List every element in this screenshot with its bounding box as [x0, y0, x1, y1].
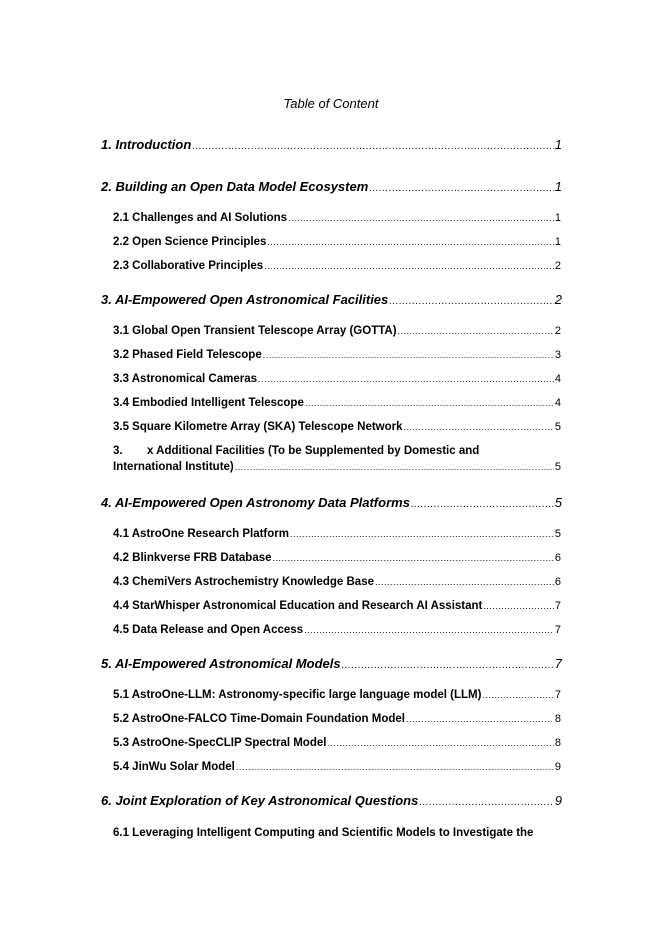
toc-entry-4-5[interactable]: [113, 624, 561, 636]
toc-entry-2-2[interactable]: [113, 236, 561, 248]
toc-entry-label: 2.3 Collaborative Principles: [113, 260, 264, 272]
toc-entry-5-4[interactable]: [113, 761, 561, 773]
toc-page-number: 5: [554, 421, 561, 433]
toc-entry-3-2[interactable]: [113, 349, 561, 361]
dot-leader: [258, 374, 554, 384]
dot-leader: [342, 660, 554, 671]
toc-entry-label: 4. AI-Empowered Open Astronomy Data Platforms: [101, 495, 410, 510]
toc-entry-line2: [113, 461, 561, 473]
toc-entry-label: 5.4 JinWu Solar Model: [113, 761, 235, 773]
dot-leader: [411, 499, 554, 510]
toc-entry-label: 5.2 AstroOne-FALCO Time-Domain Foundation Model: [113, 713, 405, 725]
toc-page-number: 4: [554, 397, 561, 409]
dot-leader: [419, 797, 553, 808]
toc-page-number: 7: [554, 624, 561, 636]
toc-page-number: 6: [554, 576, 561, 588]
toc-entry-4-2[interactable]: [113, 552, 561, 564]
toc-page-number: 1: [554, 212, 561, 224]
toc-page-number: 9: [554, 793, 562, 808]
toc-entry-label: 5. AI-Empowered Astronomical Models: [101, 656, 341, 671]
toc-page-number: 5: [554, 495, 562, 510]
toc-entry-3-x[interactable]: [113, 445, 561, 473]
toc-entry-1[interactable]: [101, 137, 562, 152]
dot-leader: [327, 738, 553, 748]
toc-entry-label-cont: International Institute): [113, 461, 234, 473]
toc-entry-3-5[interactable]: [113, 421, 561, 433]
dot-leader: [264, 261, 554, 271]
toc-entry-label: 4.1 AstroOne Research Platform: [113, 528, 289, 540]
toc-entry-2[interactable]: [101, 179, 562, 194]
toc-entry-label: 4.2 Blinkverse FRB Database: [113, 552, 272, 564]
dot-leader: [273, 553, 554, 563]
toc-entry-4-1[interactable]: [113, 528, 561, 540]
toc-entry-4-4[interactable]: [113, 600, 561, 612]
toc-entry-4-3[interactable]: [113, 576, 561, 588]
toc-page-number: 3: [554, 349, 561, 361]
toc-page-number: 7: [554, 600, 561, 612]
toc-entry-6[interactable]: [101, 793, 562, 808]
toc-page-number: 7: [554, 689, 561, 701]
toc-page-number: 4: [554, 373, 561, 385]
toc-entry-3-4[interactable]: [113, 397, 561, 409]
dot-leader: [236, 762, 554, 772]
toc-entry-label: 3.5 Square Kilometre Array (SKA) Telescope Network: [113, 421, 403, 433]
toc-entry-label: 5.1 AstroOne-LLM: Astronomy-specific large language model (LLM): [113, 689, 482, 701]
toc-entry-label: 2.1 Challenges and AI Solutions: [113, 212, 288, 224]
toc-entry-label: 5.3 AstroOne-SpecCLIP Spectral Model: [113, 737, 327, 749]
toc-entry-4[interactable]: [101, 495, 562, 510]
toc-entry-label: 3. AI-Empowered Open Astronomical Facilities: [101, 292, 389, 307]
dot-leader: [288, 213, 554, 223]
toc-page-number: 9: [554, 761, 561, 773]
dot-leader: [369, 183, 553, 194]
dot-leader: [406, 714, 554, 724]
dot-leader: [482, 690, 553, 700]
toc-entry-3-3[interactable]: [113, 373, 561, 385]
toc-entry-label: 6. Joint Exploration of Key Astronomical Questions: [101, 793, 419, 808]
toc-entry-6-1[interactable]: [113, 827, 533, 839]
toc-page-number: 5: [554, 528, 561, 540]
toc-page-number: 7: [554, 656, 562, 671]
toc-entry-5[interactable]: [101, 656, 562, 671]
toc-entry-5-1[interactable]: [113, 689, 561, 701]
toc-page-number: 5: [554, 461, 561, 473]
dot-leader: [263, 350, 554, 360]
dot-leader: [375, 577, 554, 587]
toc-entry-2-1[interactable]: [113, 212, 561, 224]
toc-page-number: 2: [554, 325, 561, 337]
toc-entry-line1: [113, 445, 561, 457]
dot-leader: [304, 625, 554, 635]
toc-page-number: 1: [554, 137, 562, 152]
toc-entry-label: 3.1 Global Open Transient Telescope Array (GOTTA): [113, 325, 397, 337]
toc-entry-5-3[interactable]: [113, 737, 561, 749]
dot-leader: [398, 326, 554, 336]
dot-leader: [305, 398, 554, 408]
toc-title: Table of Content: [283, 96, 379, 111]
dot-leader: [389, 296, 553, 307]
toc-entry-3-1[interactable]: [113, 325, 561, 337]
toc-entry-label: x Additional Facilities (To be Supplemented by Domestic and: [147, 445, 480, 457]
toc-entry-label: 3.4 Embodied Intelligent Telescope: [113, 397, 304, 409]
toc-entry-label: 1. Introduction: [101, 137, 192, 152]
toc-entry-number: 3.: [113, 445, 123, 457]
toc-entry-5-2[interactable]: [113, 713, 561, 725]
toc-entry-label: 4.3 ChemiVers Astrochemistry Knowledge Base: [113, 576, 374, 588]
toc-page-number: 6: [554, 552, 561, 564]
toc-entry-3[interactable]: [101, 292, 562, 307]
toc-entry-label: 3.2 Phased Field Telescope: [113, 349, 262, 361]
toc-entry-label: 2.2 Open Science Principles: [113, 236, 267, 248]
toc-page-number: 1: [554, 179, 562, 194]
dot-leader: [483, 601, 553, 611]
toc-page-number: 2: [554, 292, 562, 307]
dot-leader: [290, 529, 554, 539]
dot-leader: [404, 422, 554, 432]
dot-leader: [267, 237, 553, 247]
toc-page-number: 2: [554, 260, 561, 272]
dot-leader: [192, 141, 553, 152]
toc-entry-label: 6.1 Leveraging Intelligent Computing and Scientific Models to Investigate the: [113, 827, 534, 839]
toc-entry-label: 2. Building an Open Data Model Ecosystem: [101, 179, 369, 194]
toc-entry-label: 4.4 StarWhisper Astronomical Education and Research AI Assistant: [113, 600, 483, 612]
toc-page-number: 1: [554, 236, 561, 248]
toc-entry-label: 4.5 Data Release and Open Access: [113, 624, 304, 636]
toc-page-number: 8: [554, 713, 561, 725]
dot-leader: [235, 462, 554, 472]
toc-page-number: 8: [554, 737, 561, 749]
toc-entry-2-3[interactable]: [113, 260, 561, 272]
toc-entry-label: 3.3 Astronomical Cameras: [113, 373, 258, 385]
